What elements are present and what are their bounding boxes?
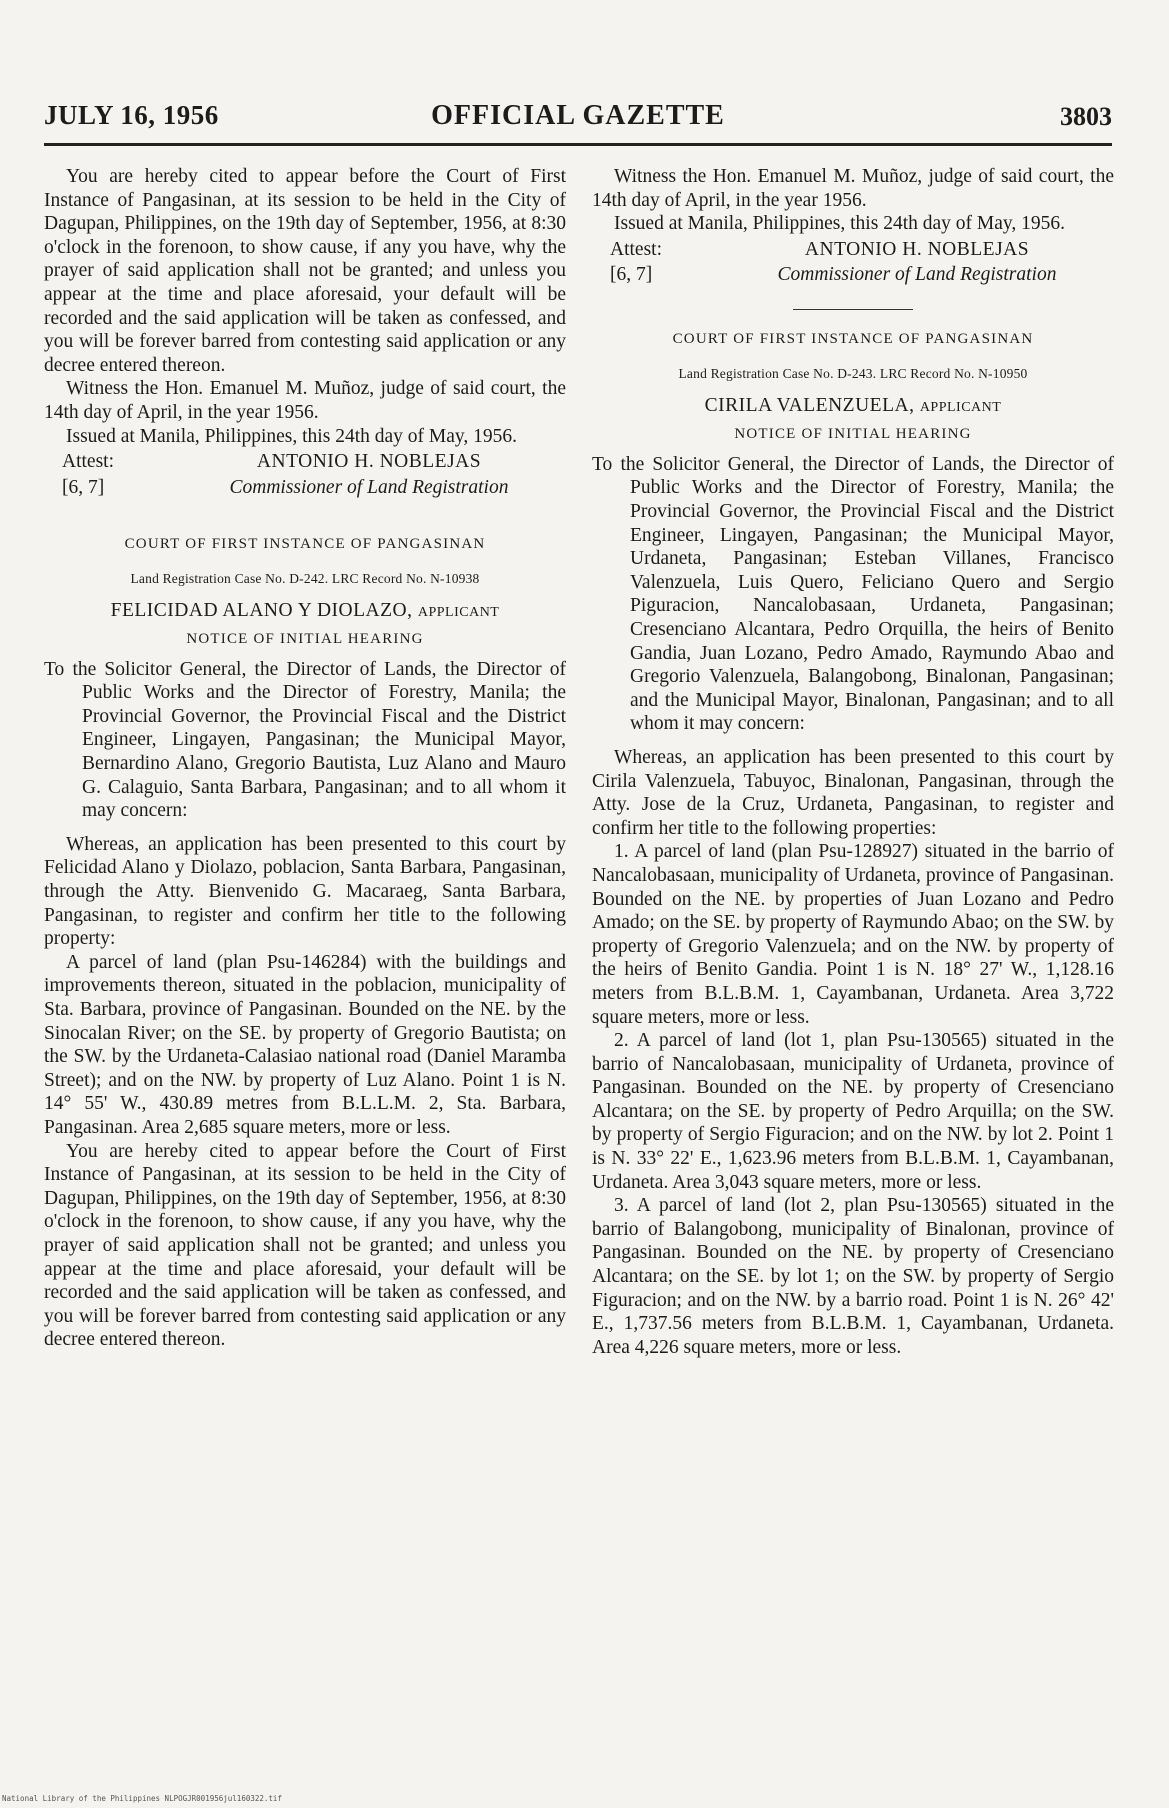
attestation-block	[592, 238, 1114, 262]
scan-footer: National Library of the Philippines NLPOGJR001956jul160322.tif	[2, 1794, 282, 1803]
attest-title: Commissioner of Land Registration	[777, 264, 1057, 286]
attest-name: ANTONIO H. NOBLEJAS	[804, 238, 1030, 260]
issue-date: JULY 16, 1956	[44, 100, 219, 130]
case-line: Land Registration Case No. D-242. LRC Record No. N-10938	[130, 570, 480, 586]
left-column	[44, 165, 566, 1352]
issued-paragraph: Issued at Manila, Philippines, this 24th day of May, 1956.	[66, 425, 517, 447]
court-heading: COURT OF FIRST INSTANCE OF PANGASINAN	[124, 536, 486, 553]
attest-name: ANTONIO H. NOBLEJAS	[256, 451, 482, 473]
whereas-paragraph: Whereas, an application has been presented to this court by Felicidad Alano y Diolazo, poblacion, Santa Barbara, Pangasinan, through the Atty. Bienvenido G. Macaraeg, Santa Barbara, Pangasinan, to register and confirm her title to the following property:	[44, 833, 566, 950]
page-number: 3803	[1060, 102, 1112, 131]
applicant-line: FELICIDAD ALANO Y DIOLAZO, applicant	[110, 599, 500, 621]
case-line: Land Registration Case No. D-243. LRC Record No. N-10950	[678, 366, 1028, 382]
continued-citation: You are hereby cited to appear before the Court of First Instance of Pangasinan, at its session to be held in the City of Dagupan, Philippines, on the 19th day of September, 1956, at 8:30 o'clock in the forenoon, to show cause, if any you have, why the prayer of said application shall not be granted; and unless you appear at the time and place aforesaid, your default will be recorded and the said application will be taken as confessed, and you will be forever barred from contesting said application or any decree entered thereon.	[44, 166, 566, 376]
attest-ref: [6, 7]	[62, 476, 105, 498]
attestation-block	[44, 450, 566, 474]
header-rule	[44, 143, 1112, 146]
section-divider	[793, 309, 913, 311]
addressees-paragraph: To the Solicitor General, the Director of Lands, the Director of Public Works and the Director of Forestry, Manila; the Provincial Governor, the Provincial Fiscal and the District Engineer, Lingayen, Pangasinan; the Municipal Mayor, Urdaneta, Pangasinan; Esteban Villanes, Francisco Valenzuela, Luis Quero, Feliciano Quero and Sergio Piguracion, Nancalobasaan, Urdaneta, Pangasinan; Cresenciano Alcantara, Pedro Orquilla, the heirs of Benito Gandia, Juan Lozano, Pedro Amado, Raymundo Abao and Gregorio Valenzuela, Balangobong, Binalonan, Pangasinan; and the Municipal Mayor, Binalonan, Pangasinan; and to all whom it may concern:	[592, 453, 1114, 735]
notice-heading: NOTICE OF INITIAL HEARING	[734, 426, 972, 443]
citation-paragraph: You are hereby cited to appear before the Court of First Instance of Pangasinan, at its session to be held in the City of Dagupan, Philippines, on the 19th day of September, 1956, at 8:30 o'clock in the forenoon, to show cause, if any you have, why the prayer of said application shall not be granted; and unless you appear at the time and place aforesaid, your default will be recorded and the said application will be taken as confessed, and you will be forever barred from contesting said application or any decree entered thereon.	[44, 1140, 566, 1351]
publication-title: OFFICIAL GAZETTE	[431, 100, 725, 131]
attest-label: Attest:	[62, 451, 114, 473]
applicant-line: CIRILA VALENZUELA, applicant	[704, 394, 1002, 416]
parcel-1-description: 1. A parcel of land (plan Psu-128927) situated in the barrio of Nancalobasaan, municipality of Urdaneta, province of Pangasinan. Bounded on the NE. by properties of Juan Lozano and Pedro Amado; on the SE. by property of Raymundo Abao; on the SW. by property of Gregorio Valenzuela; and on the NW. by property of the heirs of Benito Gandia. Point 1 is N. 18° 27' W., 1,128.16 meters from B.L.B.M. 1, Cayambanan, Urdaneta. Area 3,722 square meters, more or less.	[592, 841, 1114, 1028]
right-column	[592, 165, 1114, 1359]
attest-title: Commissioner of Land Registration	[229, 476, 509, 498]
page-header	[44, 100, 1112, 140]
whereas-paragraph: Whereas, an application has been presented to this court by Cirila Valenzuela, Tabuyoc, Binalonan, Pangasinan, through the Atty. Jose de la Cruz, Urdaneta, Pangasinan, to register and confirm her title to the following properties:	[592, 746, 1114, 839]
attestation-title-row	[44, 476, 566, 500]
witness-paragraph: Witness the Hon. Emanuel M. Muñoz, judge of said court, the 14th day of April, in the year 1956.	[592, 166, 1114, 211]
attestation-title-row	[592, 263, 1114, 287]
attest-ref: [6, 7]	[610, 264, 653, 286]
court-heading: COURT OF FIRST INSTANCE OF PANGASINAN	[672, 331, 1034, 348]
witness-paragraph: Witness the Hon. Emanuel M. Muñoz, judge of said court, the 14th day of April, in the year 1956.	[44, 378, 566, 423]
notice-heading: NOTICE OF INITIAL HEARING	[186, 631, 424, 648]
addressees-paragraph: To the Solicitor General, the Director of Lands, the Director of Public Works and the Director of Forestry, Manila; the Provincial Governor, the Provincial Fiscal and the District Engineer, Lingayen, Pangasinan; the Municipal Mayor, Bernardino Alano, Gregorio Bautista, Luz Alano and Mauro G. Calaguio, Santa Barbara, Pangasinan; and to all whom it may concern:	[44, 658, 566, 822]
issued-paragraph: Issued at Manila, Philippines, this 24th day of May, 1956.	[614, 213, 1065, 235]
parcel-2-description: 2. A parcel of land (lot 1, plan Psu-130565) situated in the barrio of Nancalobasaan, municipality of Urdaneta, province of Pangasinan. Bounded on the NE. by property of Cresenciano Alcantara; on the SE. by property of Pedro Arquilla; on the SW. by property of Sergio Figuracion; and on the NW. by lot 2. Point 1 is N. 33° 22' E., 1,623.96 meters from B.L.B.M. 1, Cayambanan, Urdaneta. Area 3,043 square meters, more or less.	[592, 1030, 1114, 1193]
parcel-description: A parcel of land (plan Psu-146284) with the buildings and improvements thereon, situated in the poblacion, municipality of Sta. Barbara, province of Pangasinan. Bounded on the NE. by the Sinocalan River; on the SE. by property of Gregorio Bautista; on the SW. by the Urdaneta-Calasiao national road (Daniel Maramba Street); and on the NW. by property of Luz Alano. Point 1 is N. 14° 55' W., 430.89 metres from B.L.L.M. 2, Sta. Barbara, Pangasinan. Area 2,685 square meters, more or less.	[44, 951, 566, 1138]
parcel-3-description: 3. A parcel of land (lot 2, plan Psu-130565) situated in the barrio of Balangobong, municipality of Binalonan, province of Pangasinan. Bounded on the NE. by property of Cresenciano Alcantara; on the SE. by lot 1; on the SW. by property of Sergio Figuracion; and on the NW. by a barrio road. Point 1 is N. 26° 42' E., 1,737.56 meters from B.L.B.M. 1, Cayambanan, Urdaneta. Area 4,226 square meters, more or less.	[592, 1195, 1114, 1358]
attest-label: Attest:	[610, 238, 662, 260]
